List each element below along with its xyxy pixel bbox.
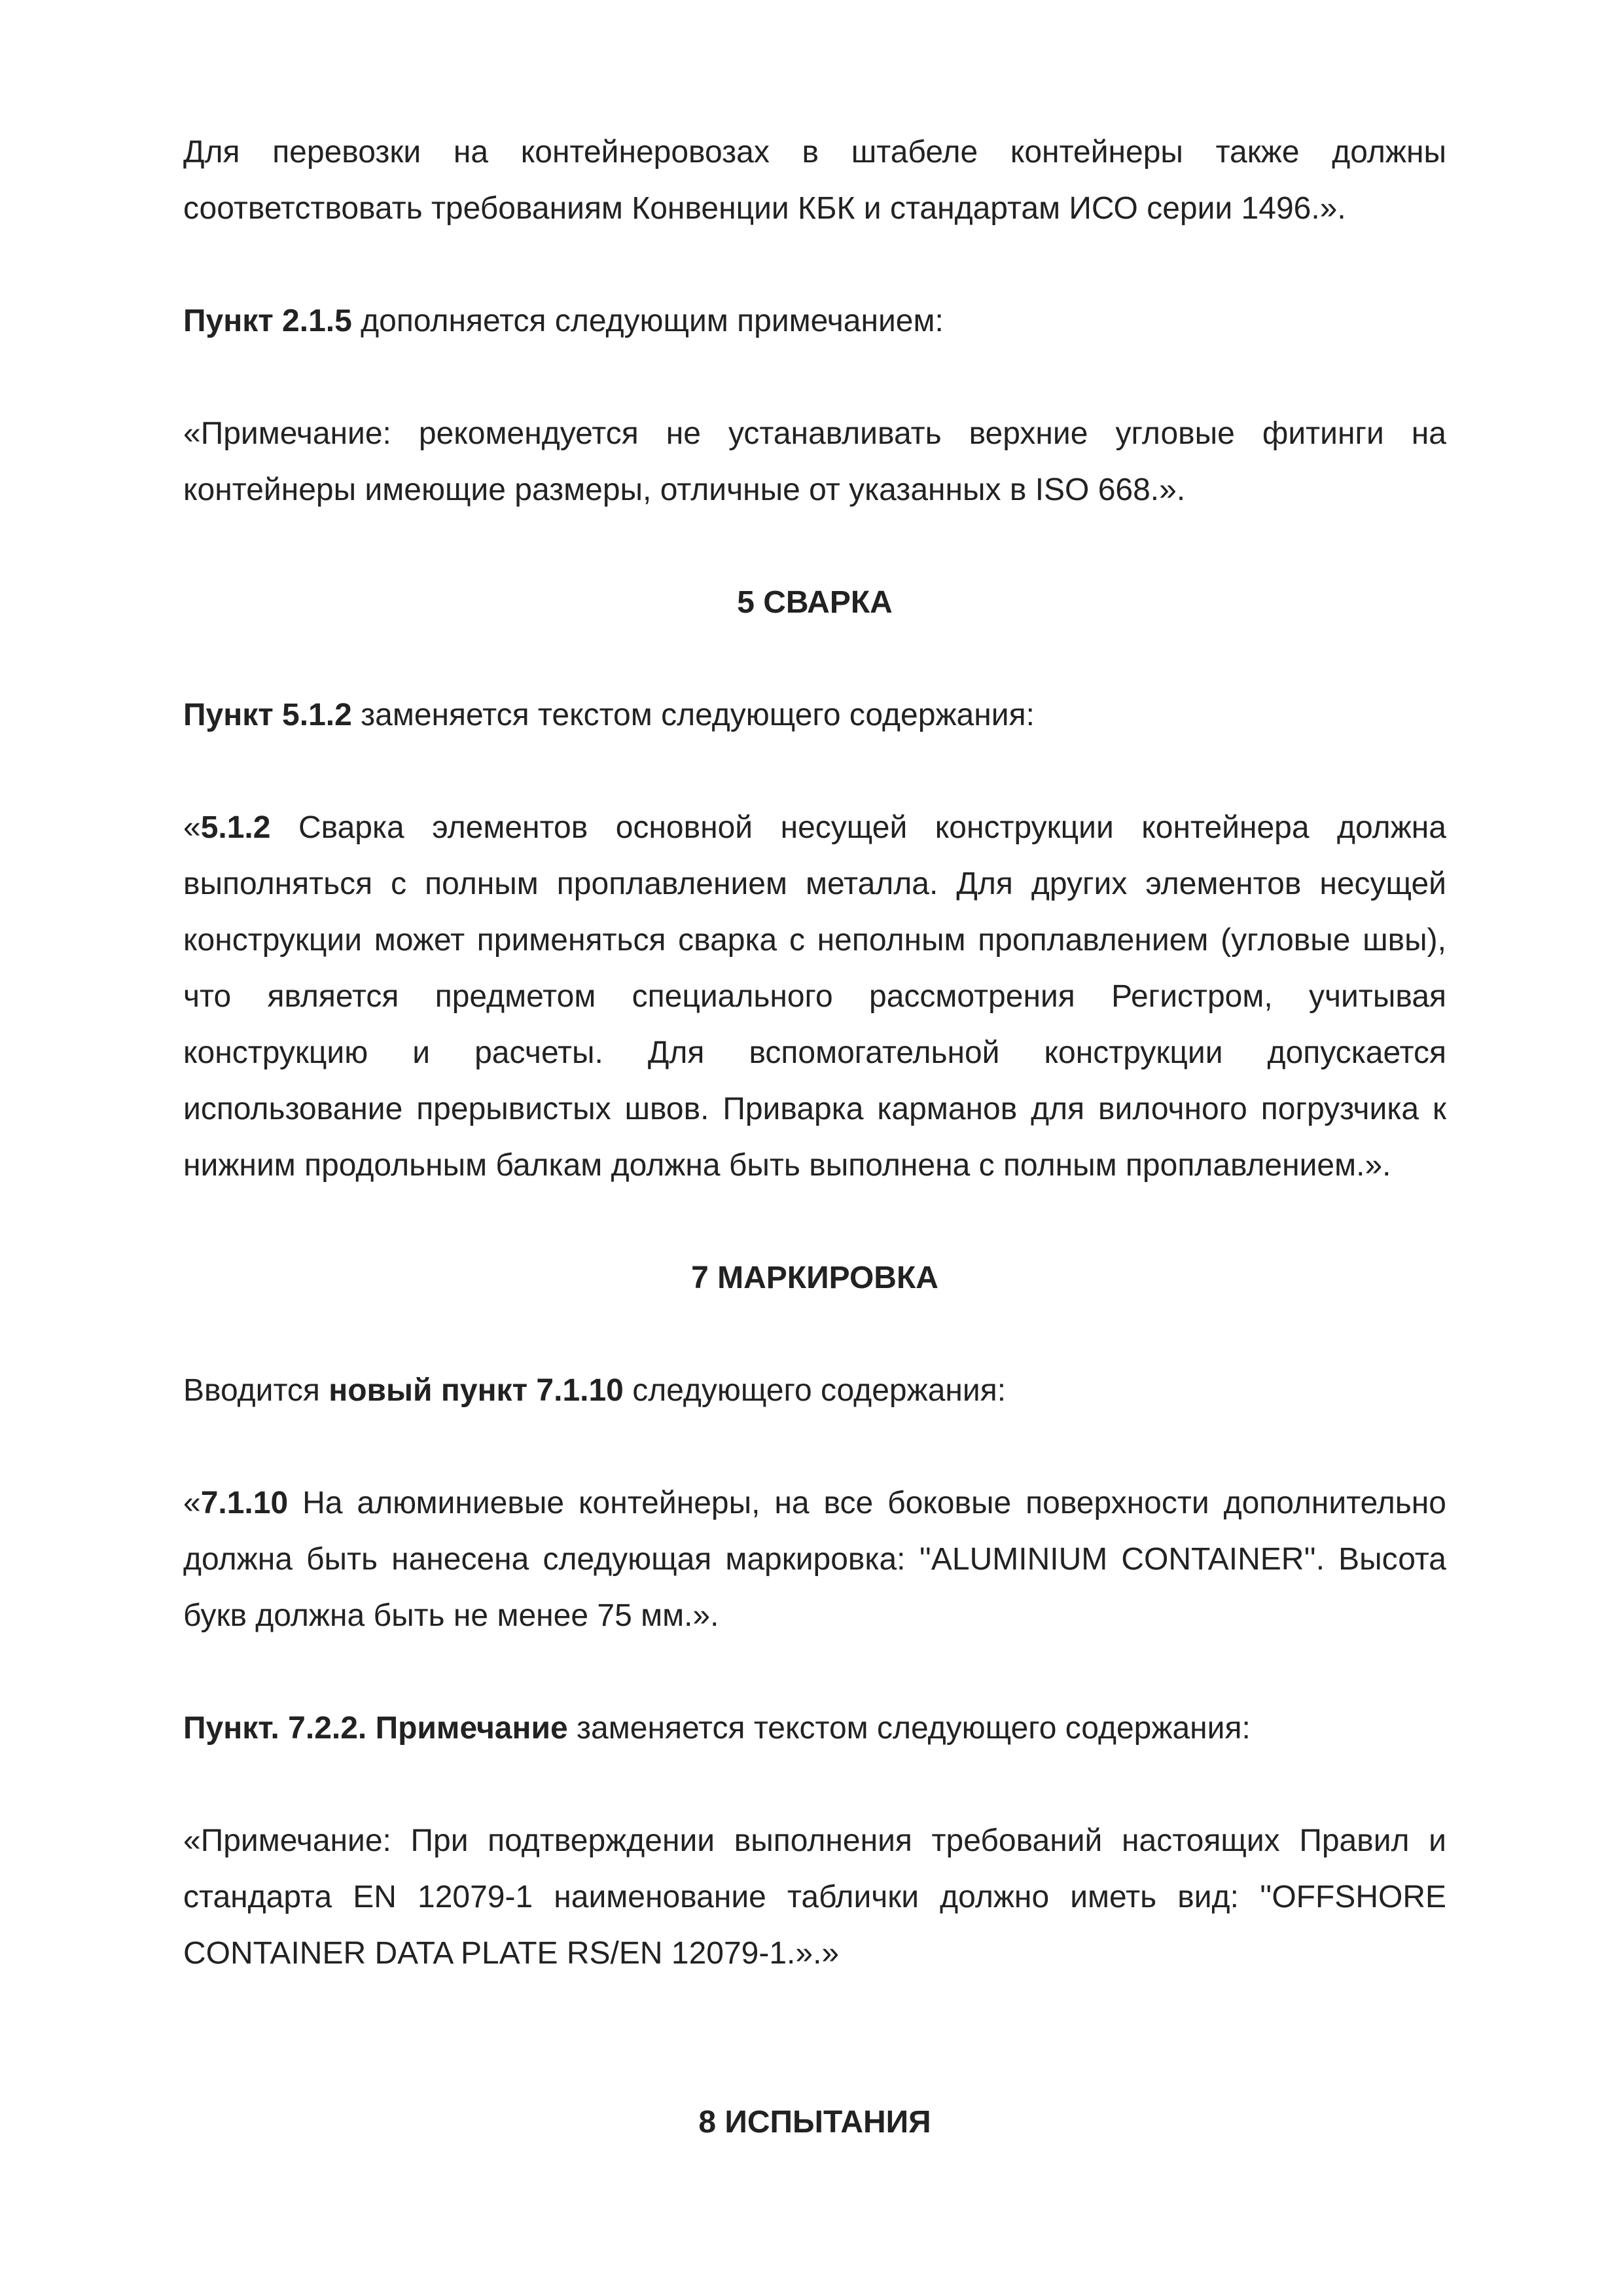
paragraph-clause-5-1-2-intro	[183, 687, 1446, 744]
heading-section-7: 7 МАРКИРОВКА	[691, 1261, 938, 1295]
clause-text: На алюминиевые контейнеры, на все боковые поверхности дополнительно должна быть нанесена следующая маркировка: ''ALUMINIUM CONTAINER''. Высота букв должна быть не менее 75 мм.».	[183, 1486, 1446, 1633]
clause-ref: Пункт 5.1.2	[183, 698, 352, 732]
clause-ref: Пункт 2.1.5	[183, 304, 352, 338]
clause-ref: Пункт. 7.2.2. Примечание	[183, 1711, 568, 1746]
clause-ref: 7.1.10	[200, 1486, 289, 1520]
document-page	[183, 124, 1446, 2151]
clause-text: дополняется следующим примечанием:	[351, 304, 944, 338]
paragraph-note-data-plate: «Примечание: При подтверждении выполнения требований настоящих Правил и стандарта EN 12079-1 наименование таблички должно иметь вид: ''OFFSHORE CONTAINER DATA PLATE RS/EN 12079-1.».»	[183, 1823, 1446, 1971]
paragraph-containers-stack: Для перевозки на контейнеровозах в штабеле контейнеры также должны соответствовать требованиям Конвенции КБК и стандартам ИСО серии 1496.».	[183, 135, 1446, 226]
paragraph-clause-7-1-10-text	[183, 1475, 1446, 1644]
heading-section-8: 8 ИСПЫТАНИЯ	[698, 2105, 931, 2140]
open-quote: «	[183, 1486, 201, 1520]
paragraph-clause-2-1-5	[183, 293, 1446, 350]
clause-text: Сварка элементов основной несущей конструкции контейнера должна выполняться с полным проплавлением металла. Для других элементов несущей конструкции может применяться сварка с неполным проплавлением (угловые швы), что является предметом специального рассмотрения Регистром, учитывая конструкцию и расчеты. Для вспомогательной конструкции допускается использование прерывистых швов. Приварка карманов для вилочного погрузчика к нижним продольным балкам должна быть выполнена с полным проплавлением.».	[183, 810, 1446, 1183]
paragraph-clause-7-2-2	[183, 1700, 1446, 1757]
clause-lead: Вводится	[183, 1373, 329, 1408]
heading-section-5: 5 СВАРКА	[737, 585, 893, 620]
open-quote: «	[183, 810, 201, 845]
clause-text: заменяется текстом следующего содержания:	[351, 698, 1035, 732]
clause-ref: 5.1.2	[200, 810, 271, 845]
paragraph-new-clause-7-1-10	[183, 1363, 1446, 1419]
paragraph-note-fittings: «Примечание: рекомендуется не устанавливать верхние угловые фитинги на контейнеры имеющие размеры, отличные от указанных в ISO 668.».	[183, 416, 1446, 507]
clause-text: заменяется текстом следующего содержания:	[567, 1711, 1251, 1746]
paragraph-clause-5-1-2-text	[183, 800, 1446, 1194]
clause-text: следующего содержания:	[623, 1373, 1007, 1408]
clause-ref: новый пункт 7.1.10	[329, 1373, 624, 1408]
